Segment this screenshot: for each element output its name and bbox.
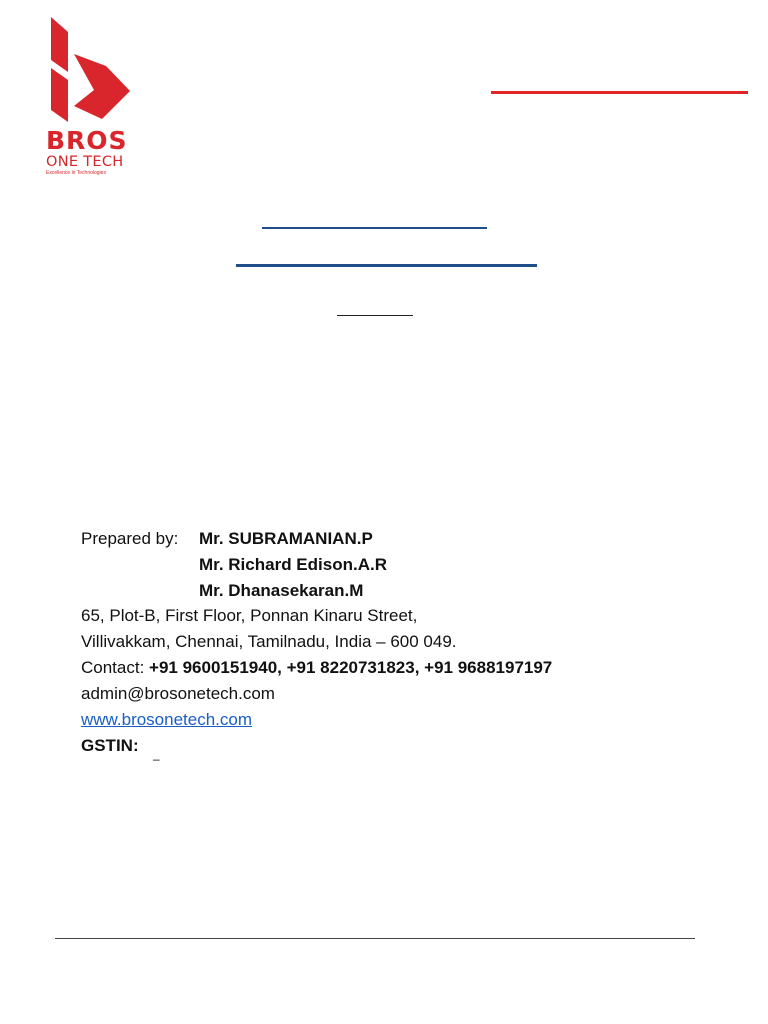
prepared-by-label: Prepared by: [81, 529, 179, 548]
bros-logo-mark-icon [46, 14, 138, 126]
title-underline-1 [262, 227, 487, 229]
contact-label: Contact: [81, 658, 145, 677]
stray-dash: – [153, 752, 160, 766]
preparer-name-2: Mr. Richard Edison.A.R [199, 555, 387, 574]
logo-name-line1: BROS [46, 126, 128, 155]
contact-email: admin@brosonetech.com [81, 684, 275, 703]
footer-rule [55, 938, 695, 939]
preparer-name-3: Mr. Dhanasekaran.M [199, 581, 364, 600]
preparer-name-1: Mr. SUBRAMANIAN.P [199, 529, 373, 548]
contact-line [81, 655, 552, 681]
address-line-1: 65, Plot-B, First Floor, Ponnan Kinaru Street, [81, 606, 418, 625]
website-link[interactable]: www.brosonetech.com [81, 710, 253, 729]
company-logo [46, 14, 142, 179]
contact-phones: +91 9600151940, +91 8220731823, +91 9688197197 [149, 658, 553, 677]
gstin-label: GSTIN: [81, 736, 139, 755]
logo-name-line2: ONE TECH [46, 154, 124, 170]
header-red-rule [491, 91, 748, 94]
logo-tagline: Excellence in Technologies [46, 170, 106, 176]
title-underline-2 [236, 264, 537, 267]
address-line-2: Villivakkam, Chennai, Tamilnadu, India – 600 049. [81, 632, 457, 651]
title-underline-3 [337, 315, 413, 316]
website-line [81, 707, 252, 733]
